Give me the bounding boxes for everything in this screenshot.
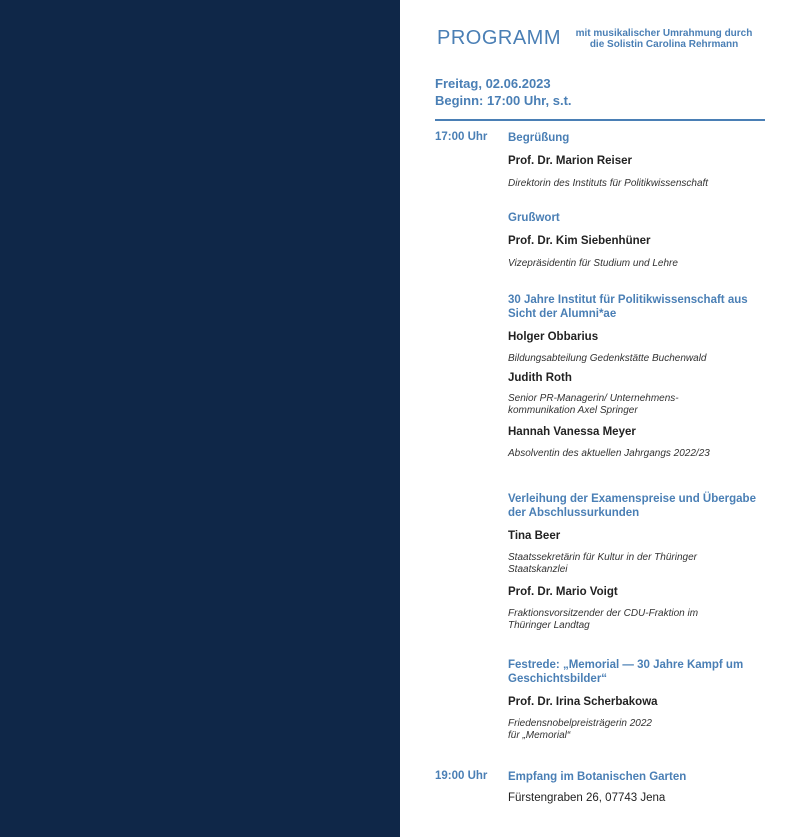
block-heading [508,293,766,321]
block-awards [508,492,766,632]
role-line: Senior PR-Managerin/ Unternehmens- [508,393,679,404]
speaker-role: Vizepräsidentin für Studium und Lehre [508,258,678,269]
heading-line: Verleihung der Examenspreise und Übergabe [508,493,756,505]
speaker-name: Prof. Dr. Kim Siebenhüner [508,235,651,247]
subtitle-line: die Solistin Carolina Rehrmann [589,39,739,50]
venue-address: Fürstengraben 26, 07743 Jena [508,792,666,804]
heading-line: Geschichtsbilder“ [508,673,608,685]
speaker-name: Hannah Vanessa Meyer [508,426,636,438]
time-label-start: 17:00 Uhr [435,131,488,143]
speaker-role: Direktorin des Instituts für Politikwissenschaft [508,178,709,189]
speaker-name: Prof. Dr. Marion Reiser [508,155,632,167]
date-line: Freitag, 02.06.2023 [435,76,551,91]
speaker-role [508,608,766,632]
speaker-role: Absolventin des aktuellen Jahrgangs 2022/23 [508,448,710,459]
subtitle-line: mit musikalischer Umrahmung durch [575,28,753,39]
time-label-end: 19:00 Uhr [435,770,488,782]
speaker-name: Judith Roth [508,372,572,384]
heading-line: Sicht der Alumni*ae [508,308,617,320]
program-page [400,0,800,837]
speaker-role [508,552,766,576]
role-line: Fraktionsvorsitzender der CDU-Fraktion im [508,608,699,619]
role-line: Staatssekretärin für Kultur in der Thüringer [508,552,697,563]
block-heading: Empfang im Botanischen Garten [508,771,687,783]
block-heading [508,658,766,686]
block-greeting [508,131,766,190]
block-festrede [508,658,766,742]
speaker-role [508,718,766,742]
program-title: PROGRAMM [437,27,561,49]
block-heading [508,492,766,520]
speaker-role: Bildungsabteilung Gedenkstätte Buchenwald [508,353,707,364]
program-subtitle [560,28,768,50]
block-heading: Grußwort [508,212,560,224]
role-line: kommunikation Axel Springer [508,405,638,416]
speaker-name: Tina Beer [508,530,561,542]
role-line: Thüringer Landtag [508,620,590,631]
block-alumni [508,293,766,460]
speaker-name: Holger Obbarius [508,331,599,343]
divider [435,119,765,121]
role-line: für „Memorial“ [508,730,571,741]
event-date [435,75,572,109]
start-line: Beginn: 17:00 Uhr, s.t. [435,93,572,108]
speaker-name: Prof. Dr. Irina Scherbakowa [508,696,658,708]
heading-line: Festrede: „Memorial — 30 Jahre Kampf um [508,659,744,671]
role-line: Friedensnobelpreisträgerin 2022 [508,718,652,729]
block-reception [508,770,766,804]
role-line: Staatskanzlei [508,564,568,575]
heading-line: 30 Jahre Institut für Politikwissenschaft aus [508,294,748,306]
block-heading: Begrüßung [508,132,570,144]
heading-line: der Abschlussurkunden [508,507,640,519]
speaker-role [508,393,766,417]
speaker-name: Prof. Dr. Mario Voigt [508,586,618,598]
block-grusswort [508,211,766,270]
